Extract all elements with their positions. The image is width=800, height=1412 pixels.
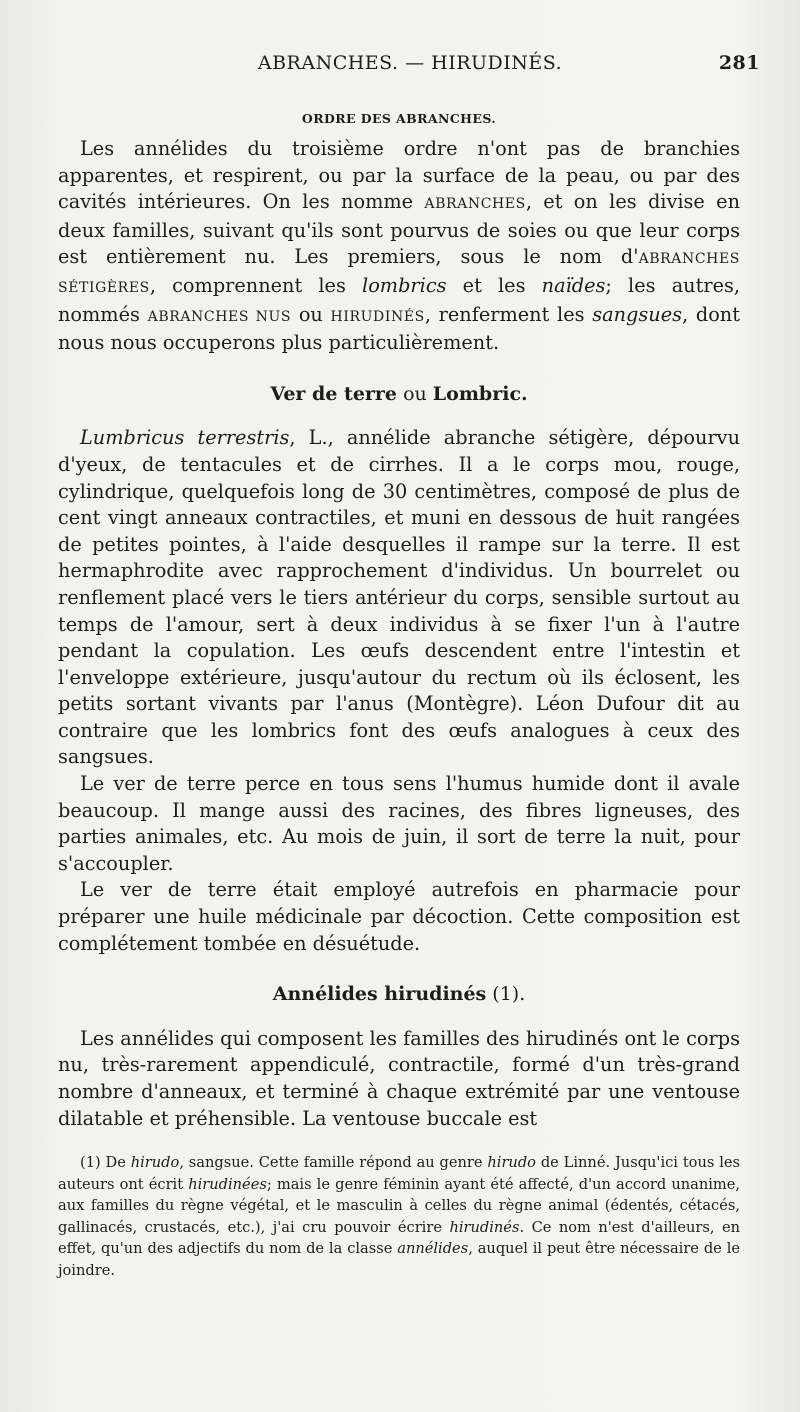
footnote-text: . Ce nom n'est d'ailleurs, en effet, qu'un des adjectifs du nom de la classe: [58, 1218, 741, 1258]
section-title-hirudines: [58, 981, 740, 1008]
running-head-title: ABRANCHES. — HIRUDINÉS.: [257, 52, 563, 74]
footnote-term: hirudinés: [449, 1218, 520, 1236]
intro-text: Les annélides du troisième ordre n'ont pas de branchies apparentes, et respirent, ou par la surface de la peau, ou par des cavités intérieures. On les nomme: [58, 137, 740, 214]
intro-text: ; les autres, nommés: [58, 273, 741, 326]
intro-paragraph: [58, 136, 740, 357]
footnote-text: de Linné. Jusqu'ici tous les auteurs ont écrit: [58, 1154, 741, 1193]
term-hirudines: HIRUDINÉS: [330, 308, 425, 325]
intro-text: , renferment les: [424, 302, 593, 326]
section-title-part: Annélides hirudinés: [272, 983, 487, 1006]
section-title-part: Ver de terre: [270, 382, 398, 405]
intro-text: , dont nous nous occuperons plus particulièrement.: [58, 302, 740, 355]
footnote-text: , sangsue. Cette famille répond au genre: [179, 1154, 488, 1172]
intro-text: ou: [291, 302, 331, 326]
running-head: [60, 52, 760, 82]
footnote-term: hirudinées: [188, 1175, 267, 1193]
term-sangsues: sangsues: [592, 302, 683, 326]
footnotes: [58, 1152, 740, 1281]
term-abranches-setigeres: ABRANCHES SÉTIGÈRES: [58, 251, 740, 296]
paragraph-lumbricus: [58, 425, 740, 771]
term-lombrics: lombrics: [362, 273, 447, 297]
term-abranches-nus: ABRANCHES NUS: [147, 308, 292, 325]
footnote-text: ; mais le genre féminin ayant été affecté, d'un accord unanime, aux familles du règne végétal, et le masculin à celles du règne animal (édentés, cétacés, gallinacés, crustacés, etc.), j'ai cru pouvoir écrire: [58, 1175, 741, 1236]
footnote-term: hirudo: [130, 1154, 180, 1172]
footnote-term: hirudo: [487, 1154, 536, 1172]
paragraph-text: , L., annélide abranche sétigère, dépourvu d'yeux, de tentacules et de cirrhes. Il a le corps mou, rouge, cylindrique, quelquefois long de 30 centimètres, composé de plus de cent vingt anneaux contractiles, et muni en dessous de huit rangées de petites pointes, à l'aide desquelles il rampe sur la terre. Il est hermaphrodite avec rapprochement d'individus. Un bourrelet ou renflement placé vers le tiers antérieur du corps, sensible surtout au temps de l'amour, sert à deux individus à se fixer l'un à l'autre pendant la copulation. Les œufs descendent entre l'intestin et l'enveloppe extérieure, jusqu'autour du rectum où ils éclosent, les petits sortant vivants par l'anus (Montègre). Léon Dufour dit au contraire que les lombrics font des œufs analogues à ceux des sangsues.: [58, 426, 740, 769]
paragraph-pharmacy: Le ver de terre était employé autrefois en pharmacie pour préparer une huile médicinale par décoction. Cette composition est complétement tombée en désuétude.: [58, 878, 740, 955]
species-name: Lumbricus terrestris: [80, 426, 290, 450]
term-abranches: ABRANCHES: [424, 196, 526, 213]
intro-text: , comprennent les: [149, 273, 363, 297]
section-title-part: Lombric.: [432, 382, 528, 405]
paragraph-habitat: Le ver de terre perce en tous sens l'humus humide dont il avale beaucoup. Il mange aussi des racines, des fibres ligneuses, des parties animales, etc. Au mois de juin, il sort de terre la nuit, pour s'accoupler.: [58, 772, 740, 875]
intro-text: , et on les divise en deux familles, suivant qu'ils sont pourvus de soies ou que leur corps est entièrement nu. Les premiers, sous le nom d': [58, 190, 740, 269]
footnote-1: [58, 1152, 740, 1281]
intro-text: et les: [446, 273, 542, 297]
section-title-part: ou: [397, 382, 433, 405]
page-number: 281: [718, 52, 760, 74]
term-naides: naïdes: [541, 273, 606, 297]
footnote-text: (1) De: [80, 1154, 131, 1172]
footnote-text: , auquel il peut être nécessaire de le joindre.: [58, 1240, 740, 1279]
footnote-term: annélides: [397, 1240, 469, 1258]
section-title-ver-de-terre: [58, 381, 740, 408]
order-heading: ORDRE DES ABRANCHES.: [301, 111, 497, 126]
paragraph-hirudines: Les annélides qui composent les familles des hirudinés ont le corps nu, très-rarement appendiculé, contractile, formé d'un très-grand nombre d'anneaux, et terminé à chaque extrémité par une ventouse dilatable et préhensible. La ventouse buccale est: [58, 1026, 740, 1130]
footnote-reference: (1).: [486, 983, 526, 1006]
page-body: [58, 110, 740, 1281]
